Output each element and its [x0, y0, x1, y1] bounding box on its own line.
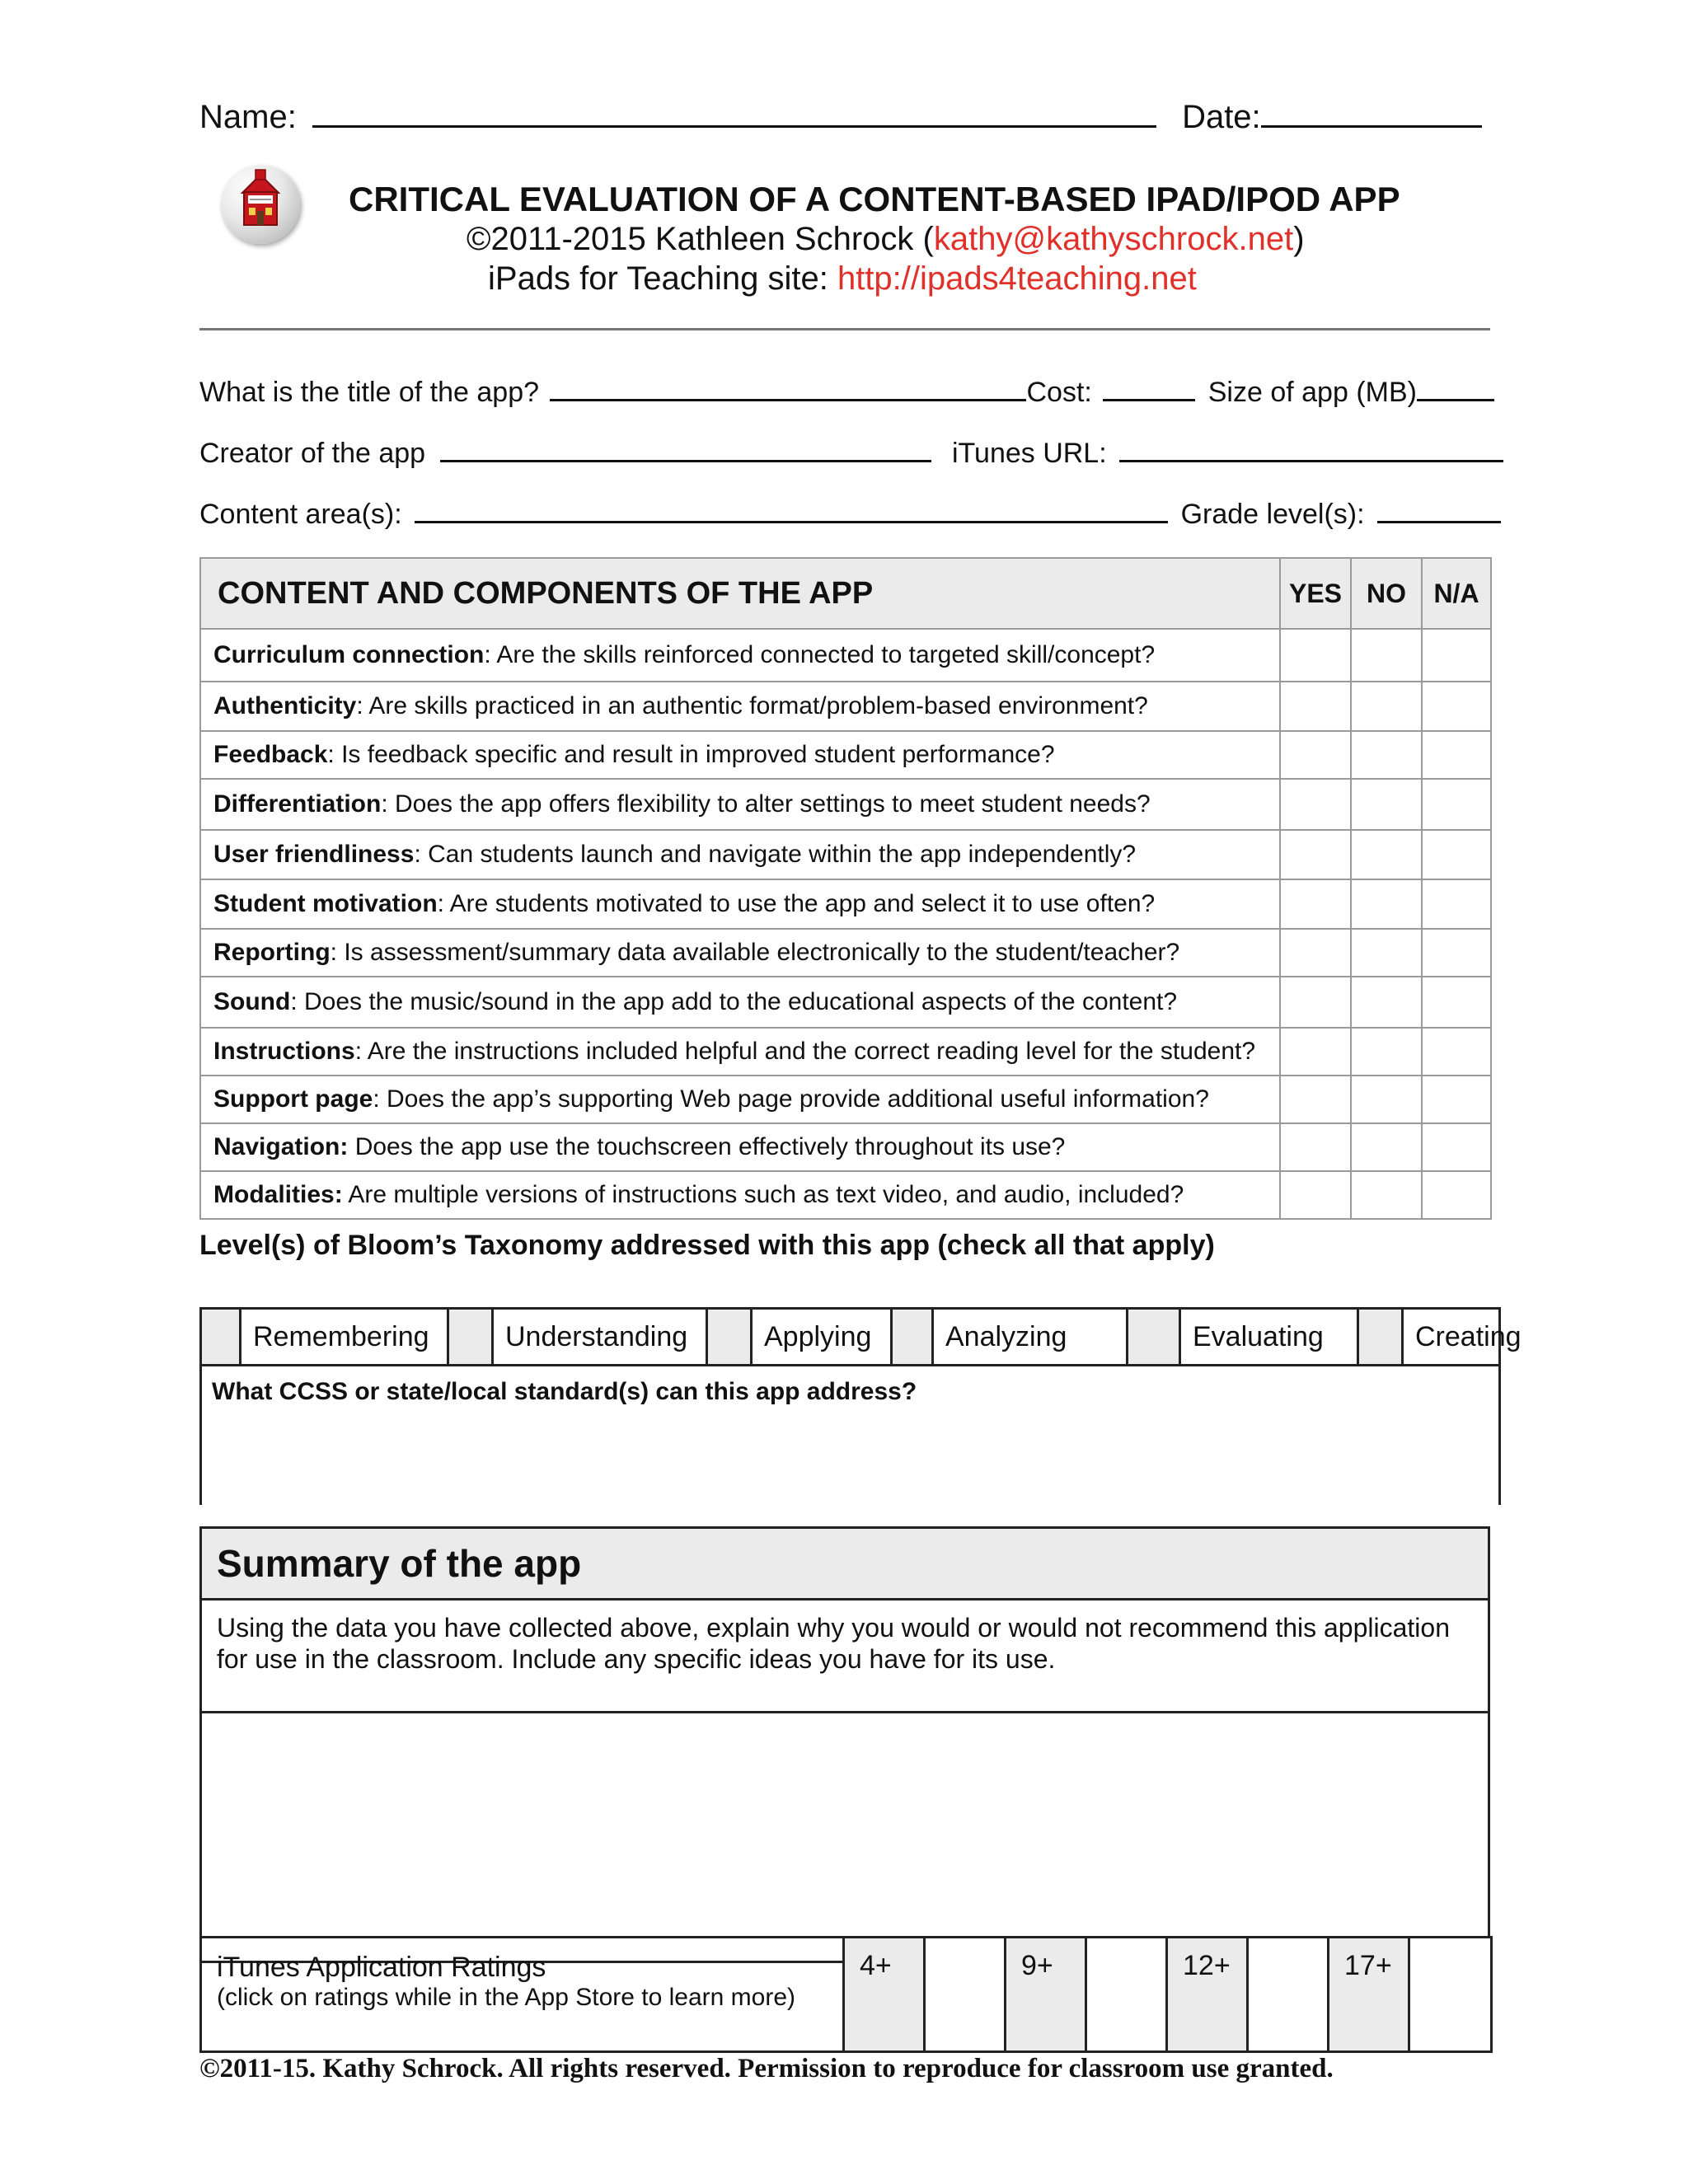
- table-row: [200, 1076, 1491, 1123]
- bloom-checkbox[interactable]: [1358, 1309, 1403, 1366]
- criterion-question: Does the app offers flexibility to alter settings to meet student needs?: [395, 790, 1151, 818]
- checkbox-na[interactable]: [1422, 879, 1491, 929]
- bloom-table: [199, 1307, 1522, 1505]
- checkbox-no[interactable]: [1351, 779, 1422, 830]
- checkbox-na[interactable]: [1422, 830, 1491, 879]
- date-field[interactable]: [1261, 97, 1482, 128]
- bloom-level-label: Evaluating: [1180, 1309, 1358, 1366]
- site-label: iPads for Teaching site:: [488, 260, 837, 297]
- content-area-label: Content area(s):: [199, 499, 402, 530]
- cost-label: Cost:: [1026, 377, 1092, 408]
- criterion-term: Authenticity: [213, 692, 357, 719]
- checkbox-yes[interactable]: [1280, 830, 1351, 879]
- checkbox-na[interactable]: [1422, 629, 1491, 682]
- standards-row: [201, 1366, 1500, 1506]
- bloom-checkbox[interactable]: [1128, 1309, 1180, 1366]
- app-title-row: [199, 376, 1494, 409]
- rating-checkbox[interactable]: [925, 1938, 1006, 2052]
- checkbox-yes[interactable]: [1280, 1171, 1351, 1219]
- criterion-separator: :: [354, 1038, 368, 1065]
- content-area-field[interactable]: [415, 498, 1168, 523]
- column-yes: YES: [1280, 558, 1351, 629]
- checkbox-yes[interactable]: [1280, 879, 1351, 929]
- grade-level-label: Grade level(s):: [1180, 499, 1365, 530]
- column-na: N/A: [1422, 558, 1491, 629]
- rating-label[interactable]: 4+: [844, 1938, 925, 2052]
- checkbox-no[interactable]: [1351, 629, 1422, 682]
- criterion-term: Differentiation: [213, 790, 382, 818]
- criterion-term: Navigation:: [213, 1133, 349, 1160]
- criterion-question: Are skills practiced in an authentic format/problem-based environment?: [368, 692, 1148, 719]
- criterion-cell: [200, 1076, 1280, 1123]
- summary-response-area[interactable]: [201, 1713, 1489, 1962]
- criterion-term: Student motivation: [213, 890, 438, 917]
- column-no: NO: [1351, 558, 1422, 629]
- checkbox-yes[interactable]: [1280, 779, 1351, 830]
- bloom-level-label: Creating: [1403, 1309, 1500, 1366]
- criterion-question: Are multiple versions of instructions such as text video, and audio, included?: [348, 1181, 1184, 1208]
- table-row: [200, 731, 1491, 779]
- table-row: [200, 1123, 1491, 1171]
- content-table-body: [200, 629, 1491, 1219]
- criterion-separator: :: [484, 641, 497, 668]
- email-link[interactable]: kathy@kathyschrock.net: [933, 221, 1294, 257]
- criterion-question: Does the app use the touchscreen effectively throughout its use?: [354, 1133, 1066, 1160]
- criterion-term: Sound: [213, 988, 291, 1015]
- checkbox-na[interactable]: [1422, 1076, 1491, 1123]
- header-divider: [199, 328, 1490, 330]
- content-components-table: [199, 557, 1492, 1220]
- checkbox-no[interactable]: [1351, 977, 1422, 1028]
- summary-table: [199, 1526, 1490, 1963]
- creator-field[interactable]: [440, 437, 931, 462]
- rating-checkbox[interactable]: [1409, 1938, 1492, 2052]
- criterion-separator: :: [381, 790, 396, 818]
- table-row: [200, 682, 1491, 731]
- date-label: Date:: [1182, 99, 1261, 135]
- criterion-term: Feedback: [213, 741, 328, 768]
- summary-heading: Summary of the app: [201, 1528, 1489, 1600]
- criterion-separator: :: [290, 988, 304, 1015]
- bloom-title: Level(s) of Bloom’s Taxonomy addressed with this app (check all that apply): [199, 1230, 1215, 1261]
- name-label: Name:: [199, 99, 297, 135]
- bloom-checkbox[interactable]: [892, 1309, 933, 1366]
- checkbox-na[interactable]: [1422, 1028, 1491, 1076]
- copyright-line: [467, 221, 1305, 258]
- checkbox-no[interactable]: [1351, 879, 1422, 929]
- copyright-prefix: ©2011-2015 Kathleen Schrock (: [467, 221, 934, 257]
- checkbox-no[interactable]: [1351, 1028, 1422, 1076]
- criterion-question: Can students launch and navigate within the app independently?: [428, 841, 1137, 868]
- bloom-level-label: Understanding: [493, 1309, 707, 1366]
- rating-checkbox[interactable]: [1086, 1938, 1167, 2052]
- table-row: [200, 1171, 1491, 1219]
- criterion-cell: [200, 1171, 1280, 1219]
- rating-label[interactable]: 17+: [1329, 1938, 1409, 2052]
- criterion-cell: [200, 682, 1280, 731]
- checkbox-yes[interactable]: [1280, 929, 1351, 977]
- rating-label[interactable]: 12+: [1167, 1938, 1248, 2052]
- rating-label[interactable]: 9+: [1006, 1938, 1086, 2052]
- criterion-term: User friendliness: [213, 841, 415, 868]
- criterion-cell: [200, 830, 1280, 879]
- bloom-level-label: Analyzing: [933, 1309, 1128, 1366]
- content-area-row: [199, 498, 1501, 531]
- copyright-suffix: ): [1293, 221, 1305, 257]
- bloom-checkbox[interactable]: [201, 1309, 241, 1366]
- bloom-levels-row: [201, 1309, 1500, 1366]
- site-link[interactable]: http://ipads4teaching.net: [837, 260, 1197, 297]
- size-field[interactable]: [1417, 376, 1494, 401]
- size-label: Size of app (MB): [1207, 377, 1417, 408]
- criterion-cell: [200, 977, 1280, 1028]
- rating-checkbox[interactable]: [1248, 1938, 1329, 2052]
- criterion-cell: [200, 879, 1280, 929]
- ratings-table: [199, 1936, 1493, 2053]
- criterion-separator: :: [327, 741, 342, 768]
- standards-prompt[interactable]: What CCSS or state/local standard(s) can this app address?: [201, 1366, 1500, 1506]
- criterion-question: Is feedback specific and result in improved student performance?: [341, 741, 1055, 768]
- criterion-cell: [200, 779, 1280, 830]
- checkbox-no[interactable]: [1351, 682, 1422, 731]
- criterion-term: Modalities:: [213, 1181, 343, 1208]
- checkbox-yes[interactable]: [1280, 682, 1351, 731]
- checkbox-no[interactable]: [1351, 731, 1422, 779]
- summary-instructions: Using the data you have collected above, explain why you would or would not recommend this application for use in the classroom. Include any specific ideas you have for its use.: [201, 1600, 1489, 1713]
- app-title-label: What is the title of the app?: [199, 377, 540, 408]
- checkbox-yes[interactable]: [1280, 1076, 1351, 1123]
- grade-level-field[interactable]: [1377, 498, 1501, 523]
- ratings-label: iTunes Application Ratings: [217, 1952, 546, 1983]
- criterion-separator: [348, 1133, 354, 1160]
- checkbox-na[interactable]: [1422, 731, 1491, 779]
- name-date-row: [199, 97, 1482, 136]
- table-row: [200, 779, 1491, 830]
- table-row: [200, 929, 1491, 977]
- name-field[interactable]: [312, 97, 1156, 128]
- criterion-separator: :: [414, 841, 429, 868]
- checkbox-na[interactable]: [1422, 682, 1491, 731]
- criterion-cell: [200, 1028, 1280, 1076]
- content-table-heading: CONTENT AND COMPONENTS OF THE APP: [200, 558, 1280, 629]
- bloom-checkbox[interactable]: [707, 1309, 752, 1366]
- ratings-row: [201, 1938, 1492, 2052]
- criterion-question: Does the app’s supporting Web page provide additional useful information?: [387, 1085, 1209, 1113]
- table-row: [200, 1028, 1491, 1076]
- bloom-level-label: Remembering: [241, 1309, 448, 1366]
- criterion-term: Reporting: [213, 939, 331, 966]
- criterion-cell: [200, 929, 1280, 977]
- bloom-checkbox[interactable]: [448, 1309, 493, 1366]
- ratings-label-cell: [201, 1938, 844, 2052]
- table-header-row: [200, 558, 1491, 629]
- checkbox-no[interactable]: [1351, 1123, 1422, 1171]
- checkbox-na[interactable]: [1422, 929, 1491, 977]
- checkbox-yes[interactable]: [1280, 1123, 1351, 1171]
- ratings-note: (click on ratings while in the App Store to learn more): [217, 1984, 795, 2011]
- itunes-url-field[interactable]: [1119, 437, 1503, 462]
- schoolhouse-logo-icon: [221, 165, 300, 244]
- criterion-separator: :: [330, 939, 345, 966]
- criterion-term: Support page: [213, 1085, 373, 1113]
- criterion-question: Are the skills reinforced connected to targeted skill/concept?: [496, 641, 1156, 668]
- creator-row: [199, 437, 1503, 470]
- checkbox-yes[interactable]: [1280, 1028, 1351, 1076]
- checkbox-no[interactable]: [1351, 830, 1422, 879]
- cost-field[interactable]: [1103, 376, 1195, 401]
- bloom-level-label: Applying: [752, 1309, 892, 1366]
- criterion-term: Curriculum connection: [213, 641, 485, 668]
- page-title: CRITICAL EVALUATION OF A CONTENT-BASED IPAD/IPOD APP: [349, 180, 1400, 218]
- checkbox-yes[interactable]: [1280, 629, 1351, 682]
- criterion-question: Are the instructions included helpful and the correct reading level for the student?: [367, 1038, 1256, 1065]
- footer-copyright: ©2011-15. Kathy Schrock. All rights reserved. Permission to reproduce for classroom use granted.: [199, 2054, 1334, 2083]
- creator-label: Creator of the app: [199, 438, 426, 469]
- site-line: [488, 260, 1197, 298]
- app-title-field[interactable]: [550, 376, 1026, 401]
- criterion-cell: [200, 731, 1280, 779]
- criterion-question: Is assessment/summary data available electronically to the student/teacher?: [344, 939, 1180, 966]
- criterion-cell: [200, 1123, 1280, 1171]
- checkbox-na[interactable]: [1422, 1123, 1491, 1171]
- checkbox-no[interactable]: [1351, 1076, 1422, 1123]
- criterion-separator: :: [356, 692, 369, 719]
- criterion-question: Are students motivated to use the app and select it to use often?: [449, 890, 1156, 917]
- checkbox-na[interactable]: [1422, 779, 1491, 830]
- criterion-question: Does the music/sound in the app add to the educational aspects of the content?: [303, 988, 1178, 1015]
- checkbox-na[interactable]: [1422, 977, 1491, 1028]
- table-row: [200, 629, 1491, 682]
- criterion-separator: :: [373, 1085, 387, 1113]
- checkbox-yes[interactable]: [1280, 731, 1351, 779]
- table-row: [200, 830, 1491, 879]
- checkbox-yes[interactable]: [1280, 977, 1351, 1028]
- table-row: [200, 977, 1491, 1028]
- criterion-term: Instructions: [213, 1038, 355, 1065]
- itunes-url-label: iTunes URL:: [951, 438, 1107, 469]
- criterion-cell: [200, 629, 1280, 682]
- table-row: [200, 879, 1491, 929]
- checkbox-no[interactable]: [1351, 1171, 1422, 1219]
- checkbox-no[interactable]: [1351, 929, 1422, 977]
- checkbox-na[interactable]: [1422, 1171, 1491, 1219]
- criterion-separator: :: [437, 890, 450, 917]
